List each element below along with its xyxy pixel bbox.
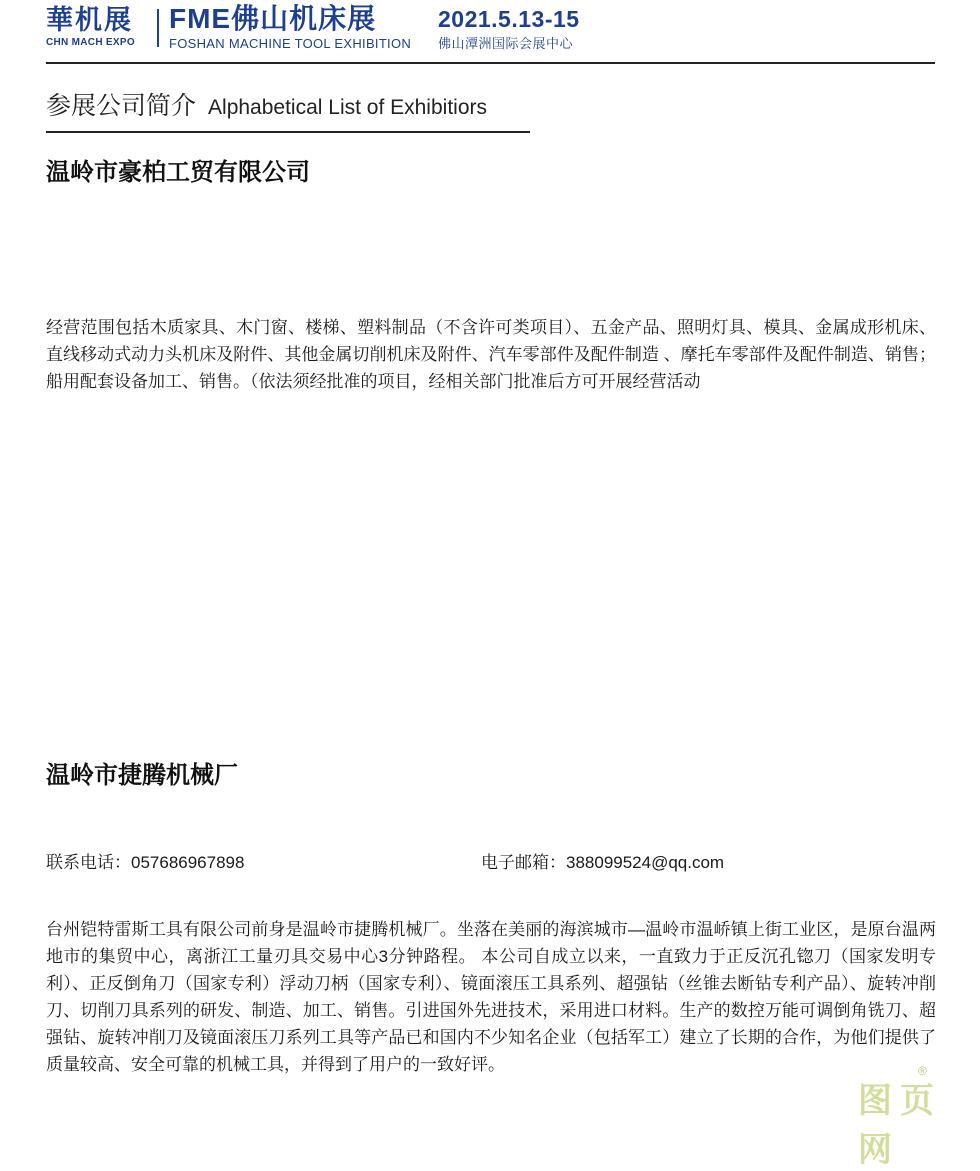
header-rule xyxy=(46,62,935,64)
section-title xyxy=(46,90,487,124)
brand-logo-subtitle: CHN MACH EXPO xyxy=(46,37,135,48)
exhibition-date: 2021.5.13-15 xyxy=(438,6,580,32)
section-title-en: Alphabetical List of Exhibitiors xyxy=(208,96,487,119)
section-title-cn: 参展公司简介 xyxy=(46,92,197,120)
exhibition-subtitle: FOSHAN MACHINE TOOL EXHIBITION xyxy=(169,36,412,51)
watermark-logo: 图页网 xyxy=(858,1082,942,1169)
company-description: 经营范围包括木质家具、木门窗、楼梯、塑料制品（不含许可类项目）、五金产品、照明灯具、模具、金属成形机床、直线移动式动力头机床及附件、其他金属切削机床及附件、汽车零部件及配件制造 、摩托车零部件及配件制造、销售；船用配套设备加工、销售。（依法须经批准的项目，经相关部门批准后方可开展经营活动 xyxy=(46,318,936,391)
watermark-registered-mark: ® xyxy=(918,1064,927,1078)
header-divider xyxy=(157,9,159,47)
section-title-underline xyxy=(46,131,530,133)
company-email: 电子邮箱：388099524@qq.com xyxy=(481,853,725,872)
exhibition-title: FME佛山机床展 xyxy=(169,3,377,34)
company-name: 温岭市豪柏工贸有限公司 xyxy=(46,159,310,186)
company-description: 台州铠特雷斯工具有限公司前身是温岭市捷腾机械厂。坐落在美丽的海滨城市—温岭市温峤镇上街工业区，是原台温两地市的集贸中心，离浙江工量刃具交易中心3分钟路程。 本公司自成立以来，一直致力于正反沉孔锪刀（国家发明专利）、正反倒角刀（国家专利）浮动刀柄（国家专利）、镜面滚压工具系列、超强钻（丝锥去断钻专利产品）、旋转冲削刀、切削刀具系列的研发、制造、加工、销售。引进国外先进技术，采用进口材料。生产的数控万能可调倒角铣刀、超强钻、旋转冲削刀及镜面滚压刀系列工具等产品已和国内不少知名企业（包括军工）建立了长期的合作，为他们提供了质量较高、安全可靠的机械工具，并得到了用户的一致好评。 xyxy=(46,920,936,1074)
brand-logo-text: 華机展 xyxy=(46,5,133,35)
company-phone: 联系电话：057686967898 xyxy=(46,853,245,872)
company-name: 温岭市捷腾机械厂 xyxy=(46,762,238,789)
exhibition-venue: 佛山潭洲国际会展中心 xyxy=(438,36,574,51)
